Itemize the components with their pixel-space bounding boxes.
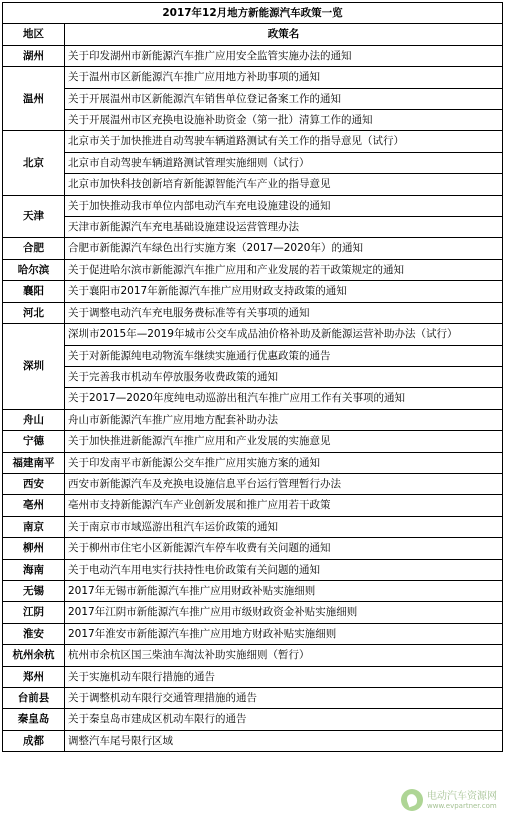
table-row <box>3 366 503 387</box>
policy-cell: 合肥市新能源汽车绿色出行实施方案（2017—2020年）的通知 <box>65 238 503 259</box>
policy-cell: 关于完善我市机动车停放服务收费政策的通知 <box>65 366 503 387</box>
table-row <box>3 259 503 280</box>
table-row <box>3 623 503 644</box>
table-row <box>3 217 503 238</box>
table-row <box>3 131 503 152</box>
table-row <box>3 238 503 259</box>
region-cell: 郑州 <box>3 666 65 687</box>
policy-cell: 关于南京市市域巡游出租汽车运价政策的通知 <box>65 516 503 537</box>
table-row <box>3 688 503 709</box>
table-row <box>3 559 503 580</box>
policy-cell: 关于印发湖州市新能源汽车推广应用安全监管实施办法的通知 <box>65 45 503 66</box>
table-row <box>3 516 503 537</box>
region-cell: 西安 <box>3 473 65 494</box>
policy-cell: 关于加快推动我市单位内部电动汽车充电设施建设的通知 <box>65 195 503 216</box>
watermark-text: 电动汽车资源网 <box>427 790 497 802</box>
table-row <box>3 645 503 666</box>
policy-cell: 关于电动汽车用电实行扶持性电价政策有关问题的通知 <box>65 559 503 580</box>
table-row <box>3 174 503 195</box>
policy-cell: 舟山市新能源汽车推广应用地方配套补助办法 <box>65 409 503 430</box>
table-row <box>3 345 503 366</box>
watermark-url: www.evpartner.com <box>427 801 497 810</box>
region-cell: 江阴 <box>3 602 65 623</box>
policy-cell: 2017年淮安市新能源汽车推广应用地方财政补贴实施细则 <box>65 623 503 644</box>
policy-cell: 关于对新能源纯电动物流车继续实施通行优惠政策的通告 <box>65 345 503 366</box>
region-cell: 无锡 <box>3 580 65 601</box>
table-row <box>3 666 503 687</box>
table-row <box>3 538 503 559</box>
policy-table <box>2 2 503 752</box>
policy-cell: 杭州市余杭区国三柴油车淘汰补助实施细则（暂行） <box>65 645 503 666</box>
region-cell: 淮安 <box>3 623 65 644</box>
table-title: 2017年12月地方新能源汽车政策一览 <box>3 3 503 24</box>
policy-cell: 2017年无锡市新能源汽车推广应用财政补贴实施细则 <box>65 580 503 601</box>
policy-cell: 调整汽车尾号限行区域 <box>65 730 503 751</box>
table-row <box>3 730 503 751</box>
policy-cell: 关于印发南平市新能源公交车推广应用实施方案的通知 <box>65 452 503 473</box>
region-cell: 温州 <box>3 67 65 131</box>
table-row <box>3 302 503 323</box>
policy-cell: 西安市新能源汽车及充换电设施信息平台运行管理暂行办法 <box>65 473 503 494</box>
table-row <box>3 88 503 109</box>
region-cell: 秦皇岛 <box>3 709 65 730</box>
policy-cell: 关于襄阳市2017年新能源汽车推广应用财政支持政策的通知 <box>65 281 503 302</box>
table-row <box>3 431 503 452</box>
table-row <box>3 152 503 173</box>
region-cell: 南京 <box>3 516 65 537</box>
region-cell: 哈尔滨 <box>3 259 65 280</box>
policy-cell: 关于温州市区新能源汽车推广应用地方补助事项的通知 <box>65 67 503 88</box>
table-row <box>3 45 503 66</box>
table-body <box>3 45 503 751</box>
region-cell: 宁德 <box>3 431 65 452</box>
policy-cell: 北京市关于加快推进自动驾驶车辆道路测试有关工作的指导意见（试行） <box>65 131 503 152</box>
policy-cell: 北京市自动驾驶车辆道路测试管理实施细则（试行） <box>65 152 503 173</box>
table-row <box>3 67 503 88</box>
region-cell: 台前县 <box>3 688 65 709</box>
region-cell: 海南 <box>3 559 65 580</box>
policy-cell: 北京市加快科技创新培育新能源智能汽车产业的指导意见 <box>65 174 503 195</box>
column-header-region: 地区 <box>3 24 65 45</box>
region-cell: 杭州余杭 <box>3 645 65 666</box>
table-row <box>3 195 503 216</box>
region-cell: 柳州 <box>3 538 65 559</box>
policy-cell: 2017年江阴市新能源汽车推广应用市级财政资金补贴实施细则 <box>65 602 503 623</box>
table-row <box>3 473 503 494</box>
table-row <box>3 388 503 409</box>
table-row <box>3 495 503 516</box>
region-cell: 合肥 <box>3 238 65 259</box>
column-header-policy: 政策名 <box>65 24 503 45</box>
policy-cell: 关于柳州市住宅小区新能源汽车停车收费有关问题的通知 <box>65 538 503 559</box>
table-row <box>3 281 503 302</box>
table-row <box>3 324 503 345</box>
table-row <box>3 452 503 473</box>
policy-cell: 关于调整机动车限行交通管理措施的通告 <box>65 688 503 709</box>
table-row <box>3 409 503 430</box>
table-row <box>3 110 503 131</box>
policy-cell: 深圳市2015年—2019年城市公交车成品油价格补助及新能源运营补助办法（试行） <box>65 324 503 345</box>
policy-cell: 关于开展温州市区充换电设施补助资金（第一批）清算工作的通知 <box>65 110 503 131</box>
table-row <box>3 602 503 623</box>
region-cell: 襄阳 <box>3 281 65 302</box>
policy-cell: 亳州市支持新能源汽车产业创新发展和推广应用若干政策 <box>65 495 503 516</box>
watermark <box>401 789 497 811</box>
region-cell: 河北 <box>3 302 65 323</box>
policy-cell: 关于2017—2020年度纯电动巡游出租汽车推广应用工作有关事项的通知 <box>65 388 503 409</box>
policy-cell: 关于促进哈尔滨市新能源汽车推广应用和产业发展的若干政策规定的通知 <box>65 259 503 280</box>
policy-cell: 天津市新能源汽车充电基础设施建设运营管理办法 <box>65 217 503 238</box>
region-cell: 成都 <box>3 730 65 751</box>
table-row <box>3 580 503 601</box>
region-cell: 湖州 <box>3 45 65 66</box>
policy-cell: 关于调整电动汽车充电服务费标准等有关事项的通知 <box>65 302 503 323</box>
region-cell: 深圳 <box>3 324 65 410</box>
policy-cell: 关于秦皇岛市建成区机动车限行的通告 <box>65 709 503 730</box>
watermark-text-block <box>427 791 497 810</box>
policy-cell: 关于实施机动车限行措施的通告 <box>65 666 503 687</box>
policy-cell: 关于加快推进新能源汽车推广应用和产业发展的实施意见 <box>65 431 503 452</box>
region-cell: 亳州 <box>3 495 65 516</box>
leaf-plug-icon <box>401 789 423 811</box>
region-cell: 舟山 <box>3 409 65 430</box>
policy-cell: 关于开展温州市区新能源汽车销售单位登记备案工作的通知 <box>65 88 503 109</box>
region-cell: 北京 <box>3 131 65 195</box>
table-row <box>3 709 503 730</box>
region-cell: 天津 <box>3 195 65 238</box>
region-cell: 福建南平 <box>3 452 65 473</box>
